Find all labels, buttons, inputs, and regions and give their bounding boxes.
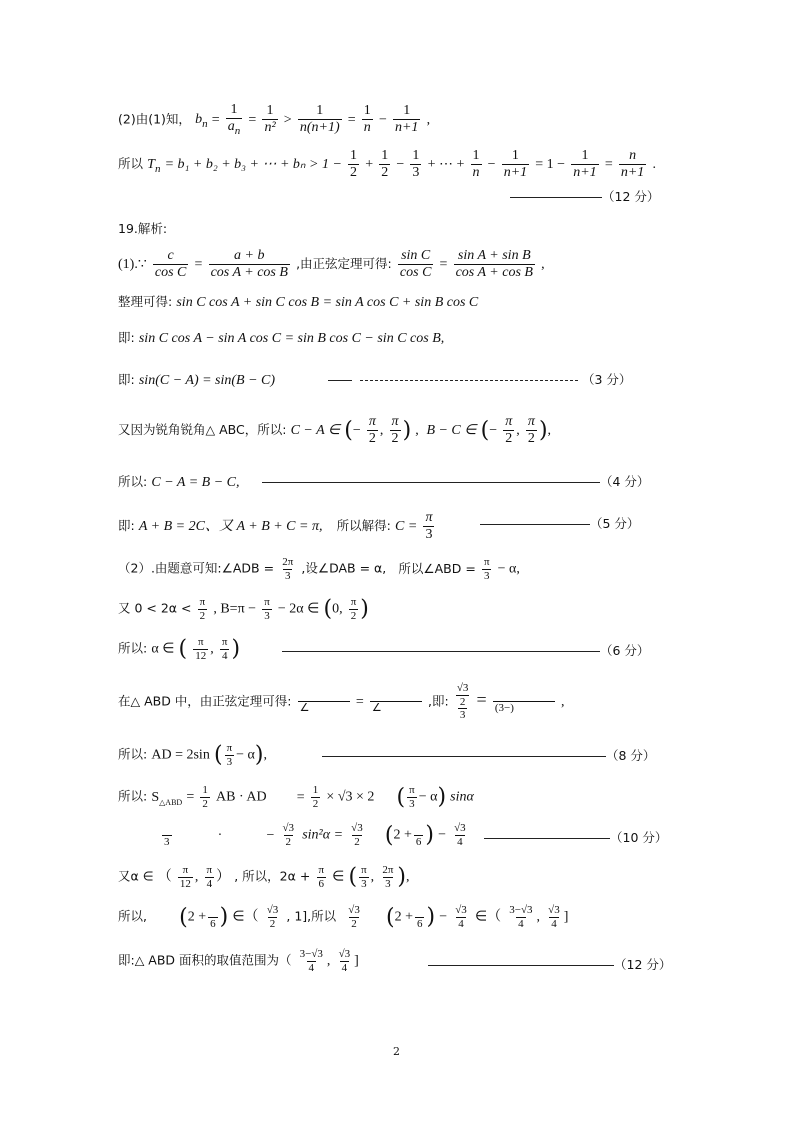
- q19-tidy-line: 整理可得: sin C cos A + sin C cos B = sin A cos C + sin B cos C: [118, 294, 479, 310]
- frac-1-over-np1: $\frac{1}{n+1}$: [394, 103, 419, 136]
- score-8: （8 分）: [322, 746, 655, 764]
- q19-area-line1: 所以: $S_{\triangle ABD}$ = $\frac{1}{2}$ AB · AD = $\frac{1}{2}$ × √3 × 2 ( $\frac{\pi}{3}$ − α) sinα: [118, 784, 474, 810]
- q19-area-line2: 3 · − $\frac{√3}{2}$ sin²α = $\frac{√3}{2}$ (2 + 6 ) − $\frac{√3}{4}$: [164, 822, 466, 848]
- q19-sin-range-line: 所以, (2 + 6 ) ∈（ $\frac{√3}{2}$ , 1],所以 $\frac{√3}{2}$ (2 + 6 ) − $\frac{√3}{4}$ ∈（ $\frac{3-√3}{4}$ , $\frac{√3}{4}$ ]: [118, 904, 569, 930]
- score-6: （6 分）: [282, 641, 649, 659]
- q19-eq4-line: 所以: C − A = B − C,: [118, 474, 240, 490]
- q19-alpha-again-line: 又α ∈ （ $\frac{\pi}{12}$ , $\frac{\pi}{4}$ ） , 所以，2α + $\frac{\pi}{6}$ ∈ ( $\frac{\pi}{3}$ , $\frac{2\pi}{3}$ ),: [118, 864, 410, 890]
- q19-acute-line: 又因为锐角锐角△ ABC，所以: C − A ∈ (− $\frac{\pi}{2}$ , $\frac{\pi}{2}$ ) , B − C ∈ (− $\frac{\pi}{2}$ , $\frac{\pi}{2}$ ),: [118, 414, 552, 447]
- frac-1-over-nnp1: $\frac{1}{n(n+1)}$: [299, 103, 340, 136]
- frac-1-over-an: $\frac{1}{a_n}$: [227, 102, 241, 137]
- page-number: 2: [393, 1045, 400, 1058]
- prev-part2-line2: 所以 $T_n = b_1 + b_2 + b_3$ + ⋯ + bₙ > 1 − $\frac{1}{2}$ + $\frac{1}{2}$ − $\frac{1}{3}$ + ⋯ + $\frac{1}{n}$ − $\frac{1}{n+1}$ = 1 − $\frac{1}{n+1}$ = $\frac{n}{n+1}$ .: [118, 148, 656, 181]
- score-3: （3 分）: [328, 370, 631, 388]
- score-10: （10 分）: [484, 828, 667, 846]
- score-12: （12 分）: [428, 955, 671, 973]
- prev-part2-line1: (2)由(1)知， $b_n$ = $\frac{1}{a_n}$ = $\frac{1}{\text{n²}}$ > $\frac{1}{n(n+1)}$ = $\frac{1}{n}$ − $\frac{1}{n+1}$ ,: [118, 102, 431, 137]
- frac-1-over-n2: $\frac{1}{\text{n²}}$: [264, 103, 276, 136]
- q19-final-line: 即:△ ABD 面积的取值范围为（ $\frac{3-√3}{4}$ , $\frac{√3}{4}$ ]: [118, 948, 359, 974]
- q19-alpha-range-line: 所以: α ∈ ( $\frac{\pi}{12}$ , $\frac{\pi}{4}$ ): [118, 636, 241, 662]
- q19-p2-line: （2）.由题意可知:∠ADB = $\frac{2\pi}{3}$ ,设∠DAB = α, 所以∠ABD = $\frac{\pi}{3}$ − α,: [118, 556, 520, 582]
- score-4: （4 分）: [262, 472, 649, 490]
- q19-p1-line1: (1).∵ $\frac{c}{\text{cos C}}$ = $\frac{a + b}{\text{cos A + cos B}}$ ,由正弦定理可得: $\frac{\text{sin C}}{\text{cos C}}$ = $\frac{\text{sin A + sin B}}{\text{cos A + cos B}}$ ,: [118, 248, 545, 281]
- q19-eq3-line: 即: sin(C − A) = sin(B − C): [118, 372, 276, 388]
- score-5: （5 分）: [480, 514, 639, 532]
- q19-title: 19.解析:: [118, 221, 168, 236]
- q19-eq5-line: 即: A + B = 2C、又 A + B + C = π, 所以解得: C = $\frac{\pi}{3}$: [118, 510, 433, 543]
- q19-range-B-line: 又 0 < 2α < $\frac{\pi}{2}$ , B=π − $\frac{\pi}{3}$ − 2α ∈ (0, $\frac{\pi}{2}$ ): [118, 596, 369, 622]
- q19-AD-line: 所以: AD = 2sin ( $\frac{\pi}{3}$ − α),: [118, 742, 267, 768]
- q19-sine-law-line: 在△ ABD 中，由正弦定理可得: ∠ = ∠ ,即: $\frac{√3}{\frac{2}{3}}$ = (3−) ,: [118, 682, 565, 722]
- score-12-prev: （12 分）: [510, 187, 659, 205]
- q19-eq2-line: 即: sin C cos A − sin A cos C = sin B cos C − sin C cos B,: [118, 330, 445, 346]
- frac-1-over-n: $\frac{1}{n}$: [363, 103, 371, 136]
